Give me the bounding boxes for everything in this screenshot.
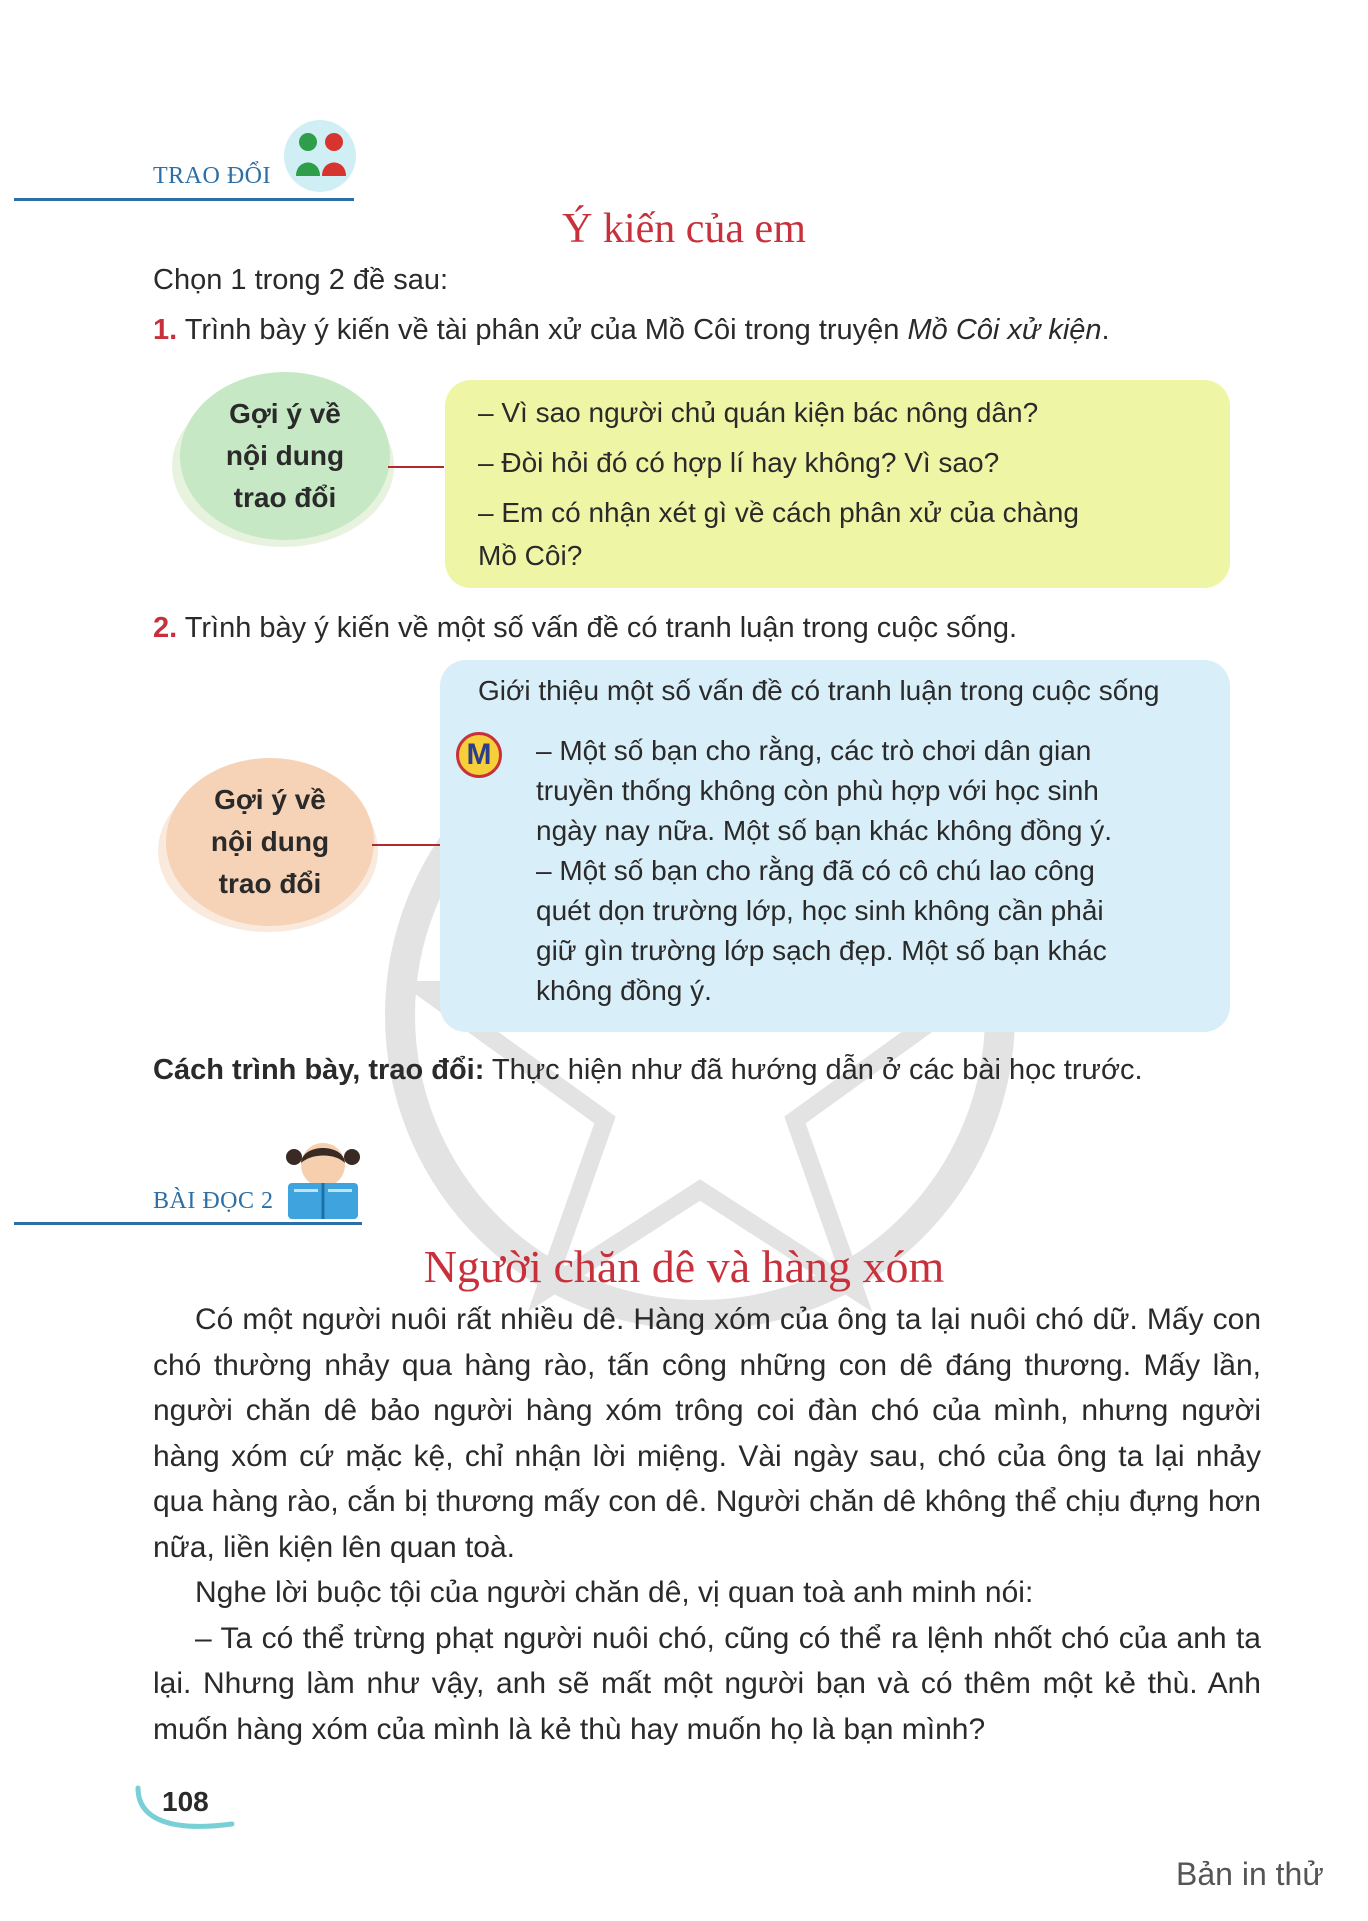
story-paragraph-3: – Ta có thể trừng phạt người nuôi chó, cũng có thể ra lệnh nhốt chó của anh ta lại. Nhưng làm như vậy, anh sẽ mất một người bạn và có thêm một kẻ thù. Anh muốn hàng xóm của mình là kẻ thù hay muốn họ là bạn mình?	[153, 1621, 1261, 1746]
section1-intro: Chọn 1 trong 2 đề sau:	[153, 264, 449, 296]
story-text	[153, 1297, 1261, 1752]
hint-2-line-7: không đồng ý.	[536, 975, 712, 1006]
hint-bubble-2-line3: trao đổi	[218, 868, 322, 899]
section-rule	[14, 198, 354, 201]
model-badge: M	[456, 732, 502, 778]
hint-2-line-6: giữ gìn trường lớp sạch đẹp. Một số bạn khác	[536, 935, 1107, 966]
method-label: Cách trình bày, trao đổi:	[153, 1054, 485, 1086]
section1-title: Ý kiến của em	[562, 206, 806, 252]
reading-girl-icon	[280, 1135, 366, 1225]
story-paragraph-2: Nghe lời buộc tội của người chăn dê, vị quan toà anh minh nói:	[195, 1576, 1034, 1609]
hint-2-line-3: ngày nay nữa. Một số bạn khác không đồng ý.	[536, 815, 1113, 846]
section-label-bai-doc-2: BÀI ĐỌC 2	[153, 1188, 274, 1214]
topic-1-text: Trình bày ý kiến về tài phân xử của Mồ Côi trong truyện	[184, 314, 908, 346]
topic-2-text: Trình bày ý kiến về một số vấn đề có tranh luận trong cuộc sống.	[184, 612, 1018, 644]
topic-2-number: 2.	[153, 612, 178, 644]
topic-1-period: .	[1101, 314, 1110, 346]
topic-2	[153, 610, 1017, 646]
hint-bubble-1-line1: Gợi ý về	[229, 398, 341, 429]
hint-1-item-2: – Đòi hỏi đó có hợp lí hay không? Vì sao?	[478, 447, 1000, 478]
hint-1-item-1: – Vì sao người chủ quán kiện bác nông dân?	[478, 397, 1039, 428]
story-paragraph-1: Có một người nuôi rất nhiều dê. Hàng xóm của ông ta lại nuôi chó dữ. Mấy con chó thường nhảy qua hàng rào, tấn công những con dê đáng thương. Mấy lần, người chăn dê bảo người hàng xóm trông coi đàn chó của mình, nhưng người hàng xóm cứ mặc kệ, chỉ nhận lời miệng. Vài ngày sau, chó của ông ta lại nhảy qua hàng rào, cắn bị thương mấy con dê. Người chăn dê không thể chịu đựng hơn nữa, liền kiện lên quan toà.	[153, 1303, 1261, 1564]
method-text: Thực hiện như đã hướng dẫn ở các bài học trước.	[484, 1054, 1143, 1086]
discussion-icon	[282, 118, 358, 194]
section2-title: Người chăn dê và hàng xóm	[423, 1241, 945, 1292]
hint-1-item-4: Mồ Côi?	[478, 540, 583, 571]
page-number: 108	[162, 1786, 209, 1817]
topic-1	[153, 312, 1110, 348]
hint-bubble-1-line3: trao đổi	[233, 482, 337, 513]
topic-1-story-title: Mồ Côi xử kiện	[907, 314, 1102, 346]
draft-label: Bản in thử	[1176, 1856, 1324, 1892]
section-label-trao-doi: TRAO ĐỔI	[153, 163, 271, 189]
hint-2-line-5: quét dọn trường lớp, học sinh không cần phải	[536, 895, 1104, 926]
hint-2-line-2: truyền thống không còn phù hợp với học sinh	[536, 775, 1099, 806]
hint-bubble-1-line2: nội dung	[225, 440, 345, 471]
hint-bubble-2	[166, 758, 374, 926]
connector-1	[388, 466, 444, 468]
hint-2-line-1: – Một số bạn cho rằng, các trò chơi dân gian	[536, 735, 1092, 766]
hint-bubble-2-line2: nội dung	[210, 826, 330, 857]
hint-bubble-1	[180, 372, 390, 540]
hint-bubble-2-line1: Gợi ý về	[214, 784, 326, 815]
topic-1-number: 1.	[153, 314, 178, 346]
hint-2-heading: Giới thiệu một số vấn đề có tranh luận trong cuộc sống	[478, 675, 1160, 706]
connector-2	[372, 844, 440, 846]
method-line	[153, 1052, 1143, 1088]
hint-2-line-4: – Một số bạn cho rằng đã có cô chú lao công	[536, 855, 1095, 886]
hint-1-item-3: – Em có nhận xét gì về cách phân xử của chàng	[478, 497, 1079, 528]
